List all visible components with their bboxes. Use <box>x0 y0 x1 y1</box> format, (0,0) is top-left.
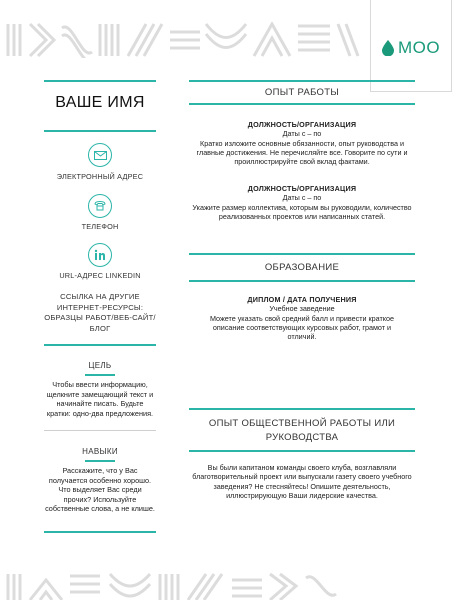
droplet-icon <box>382 40 394 56</box>
divider <box>189 103 415 105</box>
volunteer-description: Вы были капитаном команды своего клуба, возглавляли благотворительный проект или выпускали газету своего учебного заведения? Не стесняйтесь! Опишите деятельность, иллюстрирующую Ваши лидерские качества. <box>192 463 412 500</box>
education-entry <box>189 295 415 341</box>
email-icon-circle <box>88 143 112 167</box>
moo-logo <box>370 0 452 92</box>
phone-label: ТЕЛЕФОН <box>81 222 119 231</box>
skills-heading: НАВЫКИ <box>82 447 118 456</box>
education-description: Можете указать свой средний балл и привести краткое описание соответствующих курсовых работ, грамот и отличий. <box>209 313 395 342</box>
logo-text: MOO <box>397 37 441 57</box>
institution: Учебное заведение <box>269 304 335 314</box>
experience-heading: ОПЫТ РАБОТЫ <box>264 87 340 98</box>
skills-underline <box>85 460 115 462</box>
divider <box>189 280 415 282</box>
envelope-icon <box>94 151 107 160</box>
divider <box>189 253 415 255</box>
job-title: ДОЛЖНОСТЬ/ОРГАНИЗАЦИЯ <box>247 184 357 193</box>
volunteer-entry <box>189 463 415 500</box>
divider <box>189 408 415 410</box>
name-heading: ВАШЕ ИМЯ <box>55 94 145 111</box>
job-title: ДОЛЖНОСТЬ/ОРГАНИЗАЦИЯ <box>247 120 357 129</box>
divider <box>44 80 156 82</box>
job-entry <box>189 120 415 166</box>
degree-title: ДИПЛОМ / ДАТА ПОЛУЧЕНИЯ <box>247 295 357 304</box>
decorative-pattern-bottom <box>0 572 462 600</box>
divider <box>44 344 156 346</box>
phone-icon-circle <box>88 194 112 218</box>
job-dates: Даты с – по <box>282 193 322 203</box>
education-heading: ОБРАЗОВАНИЕ <box>264 262 340 273</box>
divider <box>44 130 156 132</box>
job-description: Укажите размер коллектива, которым вы руководили, количество реализованных проектов или написанных статей. <box>192 202 412 221</box>
email-label: ЭЛЕКТРОННЫЙ АДРЕС <box>56 172 144 181</box>
objective-text: Чтобы ввести информацию, щелкните замещающий текст и начинайте писать. Будьте кратки: одно-два предложения. <box>46 380 154 418</box>
links-text: ССЫЛКА НА ДРУГИЕ ИНТЕРНЕТ-РЕСУРСЫ: ОБРАЗЦЫ РАБОТ/ВЕБ-САЙТ/БЛОГ <box>44 292 156 333</box>
divider <box>44 531 156 533</box>
linkedin-label: URL-АДРЕС LINKEDIN <box>59 271 141 280</box>
objective-underline <box>85 374 115 376</box>
phone-icon <box>94 201 106 211</box>
linkedin-icon <box>94 249 106 261</box>
objective-heading: ЦЕЛЬ <box>88 361 112 370</box>
volunteer-heading: ОПЫТ ОБЩЕСТВЕННОЙ РАБОТЫ ИЛИ РУКОВОДСТВА <box>208 418 396 443</box>
job-entry <box>189 184 415 221</box>
linkedin-icon-circle <box>88 243 112 267</box>
divider <box>44 430 156 431</box>
job-description: Кратко изложите основные обязанности, опыт руководства и главные достижения. Не перечисляйте все. Говорите по сути и проиллюстрируйте свой вклад фактами. <box>196 138 408 167</box>
divider <box>189 80 415 82</box>
job-dates: Даты с – по <box>282 129 322 139</box>
skills-text: Расскажите, что у Вас получается особенно хорошо. Что выделяет Вас среди прочих? Используйте собственные слова, а не клише. <box>45 466 155 514</box>
divider <box>189 450 415 452</box>
